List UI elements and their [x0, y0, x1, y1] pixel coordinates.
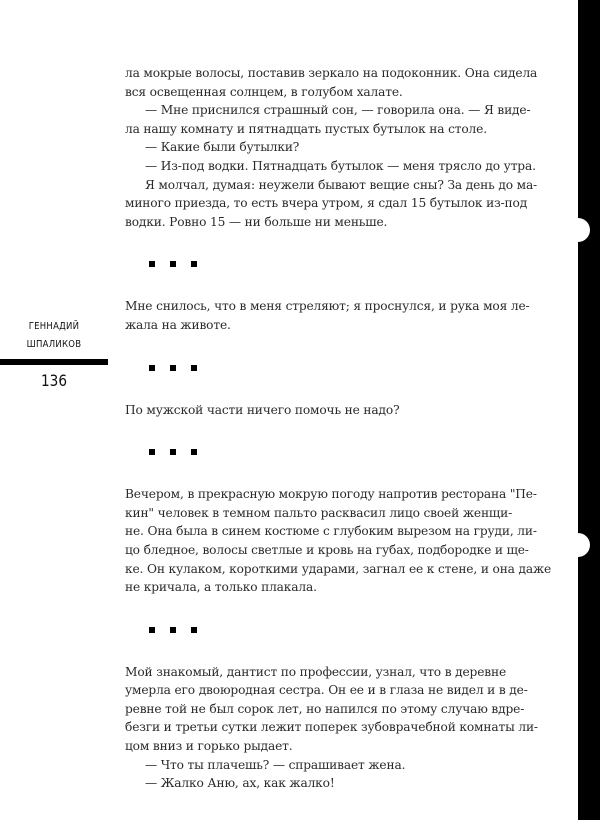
- section-separator: [125, 365, 543, 371]
- separator-square-icon: [191, 261, 197, 267]
- text-line: умерла его двоюродная сестра. Он ее и в глаза не видел и в де-: [125, 683, 528, 698]
- text-line: не. Она была в синем костюме с глубоким вырезом на груди, ли-: [125, 524, 537, 539]
- text-line: ке. Он кулаком, короткими ударами, загнал ее к стене, и она даже: [125, 561, 552, 576]
- thumb-index-notch: [566, 218, 590, 242]
- text-line: — Что ты плачешь? — спрашивает жена.: [145, 757, 406, 772]
- text-section: [125, 297, 543, 334]
- text-line: ревне той не был сорок лет, но напился по этому случаю вдре-: [125, 701, 525, 716]
- separator-square-icon: [170, 365, 176, 371]
- text-section: [125, 485, 552, 597]
- page-body: [125, 64, 552, 793]
- text-line: Мой знакомый, дантист по профессии, узнал, что в деревне: [125, 664, 507, 679]
- text-line: Мне снилось, что в меня стреляют; я проснулся, и рука моя ле-: [125, 299, 530, 314]
- separator-square-icon: [149, 627, 155, 633]
- text-line: безги и третьи сутки лежит поперек зубоврачебной комнаты ли-: [125, 720, 538, 735]
- text-section: [125, 401, 543, 420]
- running-head-rule: [0, 359, 108, 365]
- separator-square-icon: [149, 449, 155, 455]
- text-line: не кричала, а только плакала.: [125, 580, 317, 595]
- text-line: По мужской части ничего помочь не надо?: [125, 402, 400, 417]
- text-line: — Какие были бутылки?: [145, 140, 300, 155]
- separator-square-icon: [170, 627, 176, 633]
- page-edge-bar: [578, 0, 600, 820]
- separator-square-icon: [149, 261, 155, 267]
- text-line: миного приезда, то есть вчера утром, я сдал 15 бутылок из-под: [125, 196, 528, 211]
- section-separator: [125, 627, 543, 633]
- text-line: жала на животе.: [125, 317, 231, 332]
- section-separator: [125, 449, 543, 455]
- running-head: [0, 318, 110, 390]
- text-line: — Мне приснился страшный сон, — говорила она. — Я виде-: [145, 103, 531, 118]
- text-line: — Жалко Аню, ах, как жалко!: [145, 776, 335, 791]
- author-first-name: ГЕННАДИЙ: [28, 321, 80, 332]
- separator-square-icon: [191, 365, 197, 371]
- text-line: Вечером, в прекрасную мокрую погоду напротив ресторана "Пе-: [125, 487, 537, 502]
- text-section: [125, 663, 543, 793]
- text-line: Я молчал, думая: неужели бывают вещие сны? За день до ма-: [145, 177, 538, 192]
- separator-square-icon: [191, 449, 197, 455]
- text-line: кин" человек в темном пальто расквасил лицо своей женщи-: [125, 505, 513, 520]
- section-separator: [125, 261, 543, 267]
- separator-square-icon: [149, 365, 155, 371]
- text-line: цо бледное, волосы светлые и кровь на губах, подбородке и ще-: [125, 542, 529, 557]
- text-section: [125, 64, 543, 231]
- page-number: 136: [41, 371, 67, 390]
- thumb-index-notch: [566, 533, 590, 557]
- text-line: ла мокрые волосы, поставив зеркало на подоконник. Она сидела: [125, 66, 538, 80]
- text-line: цом вниз и горько рыдает.: [125, 739, 293, 754]
- text-line: водки. Ровно 15 — ни больше ни меньше.: [125, 214, 388, 229]
- separator-square-icon: [191, 627, 197, 633]
- text-line: вся освещенная солнцем, в голубом халате.: [125, 84, 403, 99]
- separator-square-icon: [170, 449, 176, 455]
- author-last-name: ШПАЛИКОВ: [26, 339, 82, 350]
- text-line: — Из-под водки. Пятнадцать бутылок — меня трясло до утра.: [145, 158, 536, 173]
- text-line: ла нашу комнату и пятнадцать пустых бутылок на столе.: [125, 121, 487, 136]
- separator-square-icon: [170, 261, 176, 267]
